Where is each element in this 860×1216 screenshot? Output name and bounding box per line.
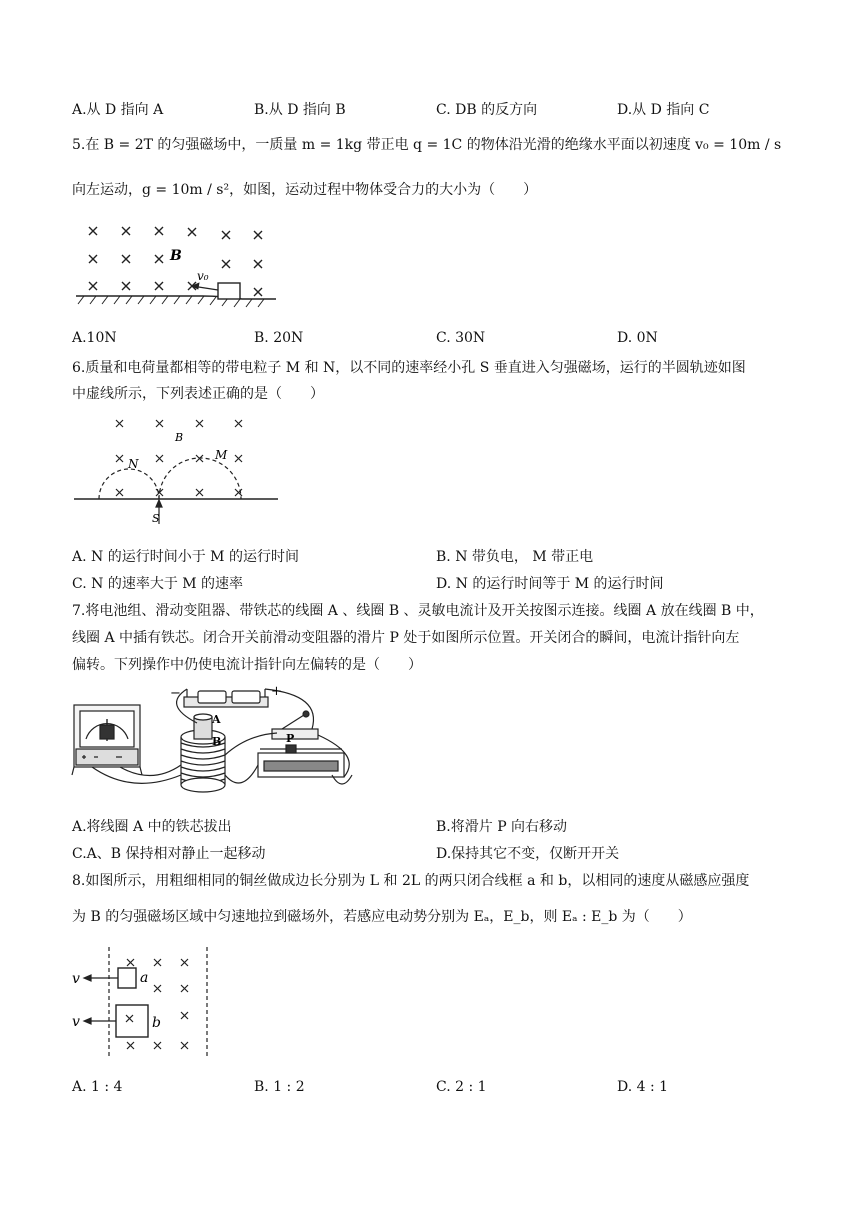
q8-figure bbox=[72, 945, 222, 1060]
q7-option-a: A.将线圈 A 中的铁芯拔出 bbox=[72, 819, 232, 835]
q5-stem-line1: 5.在 B = 2T 的匀强磁场中，一质量 m = 1kg 带正电 q = 1C 的物体沿光滑的绝缘水平面以初速度 v₀ = 10m / s bbox=[72, 137, 782, 153]
trajectory-n bbox=[99, 469, 159, 499]
coil-a bbox=[194, 714, 212, 739]
q7-option-d: D.保持其它不变，仅断开开关 bbox=[436, 846, 620, 862]
q5-option-c: C. 30N bbox=[436, 330, 486, 346]
q5-figure bbox=[72, 220, 282, 310]
velocity-label: v₀ bbox=[197, 269, 209, 283]
q6-stem-line1: 6.质量和电荷量都相等的带电粒子 M 和 N，以不同的速率经小孔 S 垂直进入匀强磁场，运行的半圆轨迹如图 bbox=[72, 360, 746, 376]
q8-stem-line2: 为 B 的匀强磁场区域中匀速地拉到磁场外，若感应电动势分别为 Eₐ，E_b，则 Eₐ : E_b 为（ ） bbox=[72, 909, 692, 925]
velocity-label-b: v bbox=[72, 1014, 80, 1030]
battery-minus-label: − bbox=[170, 686, 181, 701]
rheostat bbox=[258, 745, 344, 777]
q7-stem-line2: 线圈 A 中插有铁芯。闭合开关前滑动变阻器的滑片 P 处于如图所示位置。开关闭合的瞬间，电流计指针向左 bbox=[72, 630, 740, 646]
coil-b-label: B bbox=[212, 735, 222, 748]
q7-stem-line3: 偏转。下列操作中仍使电流计指针向左偏转的是（ ） bbox=[72, 657, 422, 673]
q5-stem-line2: 向左运动，g = 10m / s²，如图，运动过程中物体受合力的大小为（ ） bbox=[72, 182, 538, 198]
field-label-b: B bbox=[170, 248, 182, 264]
q5-option-b: B. 20N bbox=[254, 330, 304, 346]
q6-option-a: A. N 的运行时间小于 M 的运行时间 bbox=[72, 549, 299, 565]
q8-option-b: B. 1 : 2 bbox=[254, 1079, 305, 1095]
q6-option-c: C. N 的速率大于 M 的速率 bbox=[72, 576, 244, 592]
label-m: M bbox=[215, 448, 228, 462]
coil-a-label: A bbox=[212, 713, 221, 726]
q7-stem-line1: 7.将电池组、滑动变阻器、带铁芯的线圈 A 、线圈 B 、灵敏电流计及开关按图示连接。线圈 A 放在线圈 B 中， bbox=[72, 603, 764, 619]
q4-option-c: C. DB 的反方向 bbox=[436, 102, 538, 118]
q8-stem-line1: 8.如图所示，用粗细相同的铜丝做成边长分别为 L 和 2L 的两只闭合线框 a 和 b，以相同的速度从磁感应强度 bbox=[72, 873, 750, 889]
q8-option-d: D. 4 : 1 bbox=[617, 1079, 669, 1095]
frame-b-label: b bbox=[152, 1015, 161, 1031]
q7-option-b: B.将滑片 P 向右移动 bbox=[436, 819, 568, 835]
q7-option-c: C.A、B 保持相对静止一起移动 bbox=[72, 846, 266, 862]
field-label-b: B bbox=[175, 431, 184, 444]
q5-option-a: A.10N bbox=[72, 330, 117, 346]
frame-a bbox=[118, 968, 136, 988]
q8-option-c: C. 2 : 1 bbox=[436, 1079, 487, 1095]
q4-option-d: D.从 D 指向 C bbox=[617, 102, 710, 118]
q6-figure bbox=[72, 412, 282, 527]
q5-option-d: D. 0N bbox=[617, 330, 658, 346]
switch bbox=[272, 711, 318, 739]
battery-pack bbox=[184, 689, 268, 707]
slider-p-label: P bbox=[286, 732, 295, 745]
block bbox=[218, 283, 240, 299]
galvanometer bbox=[72, 705, 142, 775]
label-n: N bbox=[128, 457, 139, 471]
q4-option-a: A.从 D 指向 A bbox=[72, 102, 164, 118]
q8-option-a: A. 1 : 4 bbox=[72, 1079, 123, 1095]
q6-stem-line2: 中虚线所示，下列表述正确的是（ ） bbox=[72, 386, 324, 402]
frame-a-label: a bbox=[140, 970, 149, 986]
q6-option-d: D. N 的运行时间等于 M 的运行时间 bbox=[436, 576, 664, 592]
q4-option-b: B.从 D 指向 B bbox=[254, 102, 346, 118]
q6-option-b: B. N 带负电， M 带正电 bbox=[436, 549, 594, 565]
q7-figure bbox=[72, 685, 362, 800]
battery-plus-label: + bbox=[271, 684, 282, 699]
label-s: S bbox=[152, 512, 160, 525]
velocity-label-a: v bbox=[72, 971, 80, 987]
